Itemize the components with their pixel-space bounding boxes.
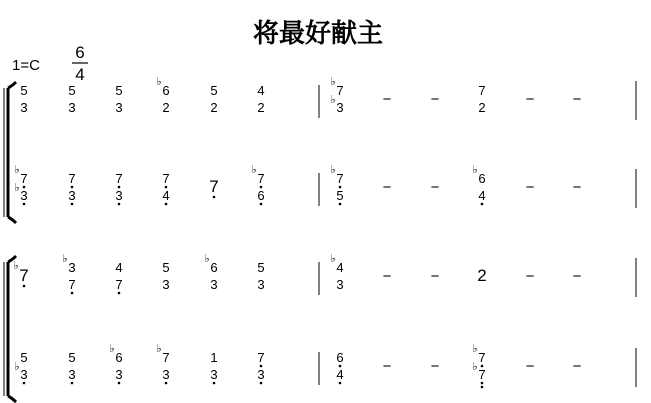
note-upper: 7 (162, 171, 170, 186)
octave-dot (481, 382, 484, 385)
note-lower: 3 (162, 277, 170, 292)
note-column (330, 252, 343, 292)
note-lower: 7 (115, 277, 123, 292)
note-upper: 6 (478, 171, 486, 186)
note-lower: 3 (210, 367, 218, 382)
sustain-dash: − (382, 268, 392, 285)
note-lower: 2 (210, 100, 218, 115)
note-upper: 4 (257, 83, 265, 98)
note-upper: 3 (68, 260, 76, 275)
note-column (526, 179, 535, 196)
sustain-dash: − (382, 91, 392, 108)
flat-sign: ♭ (14, 181, 20, 194)
octave-dot (213, 382, 216, 385)
note-upper: 7 (257, 350, 265, 365)
note-upper: 5 (210, 83, 218, 98)
sustain-dash: − (430, 91, 440, 108)
note-lower: 3 (336, 277, 344, 292)
sustain-dash: − (430, 179, 440, 196)
octave-dot (118, 292, 121, 295)
system-2 (4, 252, 636, 402)
note-column (431, 91, 440, 108)
note-upper: 7 (20, 171, 28, 186)
octave-dot (23, 203, 26, 206)
note-lower: 3 (257, 277, 265, 292)
octave-dot (339, 203, 342, 206)
note-upper: 5 (257, 260, 265, 275)
note-lower: 3 (68, 188, 76, 203)
sustain-dash: − (525, 91, 535, 108)
octave-dot (118, 203, 121, 206)
note-column (336, 350, 343, 384)
note-column (20, 83, 27, 115)
note-column (210, 350, 217, 384)
note-upper: 7 (162, 350, 170, 365)
sustain-dash: − (525, 179, 535, 196)
voice-2 (14, 163, 636, 208)
note-column (478, 83, 485, 115)
flat-sign: ♭ (330, 75, 336, 88)
note-lower: 7 (478, 367, 486, 382)
note-column (115, 260, 122, 294)
note-upper: 7 (478, 350, 486, 365)
octave-dot (213, 196, 216, 199)
note-column (330, 163, 343, 205)
note-lower: 3 (115, 367, 123, 382)
note-column (573, 268, 582, 285)
note-lower: 3 (68, 100, 76, 115)
note-column (257, 83, 264, 115)
note-column (477, 266, 486, 285)
note-column (526, 91, 535, 108)
flat-sign: ♭ (204, 252, 210, 265)
note-column (62, 252, 75, 294)
sustain-dash: − (572, 268, 582, 285)
note-column (162, 260, 169, 292)
flat-sign: ♭ (330, 93, 336, 106)
note-column (330, 75, 343, 115)
octave-dot (118, 382, 121, 385)
song-title: 将最好献主 (252, 19, 384, 49)
flat-sign: ♭ (109, 342, 115, 355)
note-column (156, 75, 169, 115)
note-lower: 2 (257, 100, 265, 115)
note-column (115, 171, 122, 205)
note-lower: 3 (68, 367, 76, 382)
flat-sign: ♭ (14, 360, 20, 373)
note-lower: 3 (20, 367, 28, 382)
key-signature: 1=C (12, 57, 40, 74)
octave-dot (23, 285, 26, 288)
note-upper: 6 (162, 83, 170, 98)
flat-sign: ♭ (472, 342, 478, 355)
note-column (431, 358, 440, 375)
flat-sign: ♭ (156, 342, 162, 355)
note-lower: 4 (162, 188, 170, 203)
octave-dot (481, 386, 484, 389)
note-upper: 5 (68, 350, 76, 365)
note-upper: 5 (115, 83, 123, 98)
time-signature-top: 6 (75, 43, 85, 62)
note-upper: 6 (336, 350, 344, 365)
sustain-dash: − (382, 179, 392, 196)
octave-dot (71, 203, 74, 206)
note-column (115, 83, 122, 115)
sustain-dash: − (572, 179, 582, 196)
note-column (431, 179, 440, 196)
note-upper: 5 (68, 83, 76, 98)
flat-sign: ♭ (13, 259, 19, 272)
note-upper: 5 (20, 83, 28, 98)
sustain-dash: − (572, 91, 582, 108)
flat-sign: ♭ (14, 163, 20, 176)
system-bracket (8, 82, 16, 223)
note-column (257, 350, 264, 384)
note-upper: 7 (257, 171, 265, 186)
note-column (209, 177, 218, 198)
octave-dot (481, 203, 484, 206)
note-lower: 3 (20, 188, 28, 203)
note-column (251, 163, 264, 205)
note-column (431, 268, 440, 285)
note-upper: 4 (115, 260, 123, 275)
note-lower: 3 (20, 100, 28, 115)
note-upper: 6 (210, 260, 218, 275)
note-column (472, 163, 485, 205)
note-column (68, 350, 75, 384)
note-column (162, 171, 169, 205)
note-column (573, 91, 582, 108)
note-lower: 3 (115, 100, 123, 115)
note-upper: 7 (336, 171, 344, 186)
note-column (383, 179, 392, 196)
octave-dot (165, 203, 168, 206)
sustain-dash: − (525, 358, 535, 375)
note-column (156, 342, 169, 384)
note-digit: 2 (477, 266, 487, 285)
note-digit: 7 (19, 266, 29, 285)
note-digit: 7 (209, 177, 219, 196)
note-column (573, 179, 582, 196)
system-bracket (8, 256, 19, 402)
note-lower: 2 (162, 100, 170, 115)
note-column (257, 260, 264, 292)
flat-sign: ♭ (251, 163, 257, 176)
note-upper: 4 (336, 260, 344, 275)
note-upper: 7 (115, 171, 123, 186)
note-lower: 5 (336, 188, 344, 203)
octave-dot (165, 382, 168, 385)
note-lower: 6 (257, 188, 265, 203)
note-column (68, 171, 75, 205)
sustain-dash: − (430, 268, 440, 285)
time-signature-bottom: 4 (75, 65, 85, 84)
note-column (472, 342, 485, 388)
flat-sign: ♭ (156, 75, 162, 88)
flat-sign: ♭ (330, 163, 336, 176)
flat-sign: ♭ (472, 360, 478, 373)
octave-dot (23, 382, 26, 385)
note-column (526, 268, 535, 285)
note-column (68, 83, 75, 115)
note-column (14, 163, 27, 205)
voice-2 (14, 342, 636, 388)
flat-sign: ♭ (472, 163, 478, 176)
note-lower: 2 (478, 100, 486, 115)
octave-dot (71, 382, 74, 385)
note-column (210, 83, 217, 115)
note-column (14, 350, 27, 384)
note-column (383, 268, 392, 285)
octave-dot (71, 292, 74, 295)
sustain-dash: − (572, 358, 582, 375)
note-column (204, 252, 217, 292)
note-upper: 1 (210, 350, 218, 365)
note-upper: 6 (115, 350, 123, 365)
note-lower: 3 (115, 188, 123, 203)
octave-dot (339, 382, 342, 385)
sustain-dash: − (525, 268, 535, 285)
sustain-dash: − (430, 358, 440, 375)
note-column (109, 342, 122, 384)
note-lower: 3 (336, 100, 344, 115)
note-column (383, 358, 392, 375)
note-column (383, 91, 392, 108)
flat-sign: ♭ (330, 252, 336, 265)
note-upper: 7 (478, 83, 486, 98)
note-upper: 7 (336, 83, 344, 98)
note-upper: 7 (68, 171, 76, 186)
note-lower: 4 (478, 188, 486, 203)
voice-1 (20, 75, 636, 120)
score-systems (4, 75, 636, 402)
flat-sign: ♭ (62, 252, 68, 265)
octave-dot (260, 382, 263, 385)
note-lower: 3 (162, 367, 170, 382)
note-lower: 3 (210, 277, 218, 292)
note-column (573, 358, 582, 375)
note-column (13, 259, 28, 287)
sustain-dash: − (382, 358, 392, 375)
voice-1 (13, 252, 636, 297)
note-lower: 7 (68, 277, 76, 292)
note-lower: 4 (336, 367, 344, 382)
note-upper: 5 (20, 350, 28, 365)
note-upper: 5 (162, 260, 170, 275)
note-column (526, 358, 535, 375)
system-1 (4, 75, 636, 223)
note-lower: 3 (257, 367, 265, 382)
octave-dot (260, 203, 263, 206)
